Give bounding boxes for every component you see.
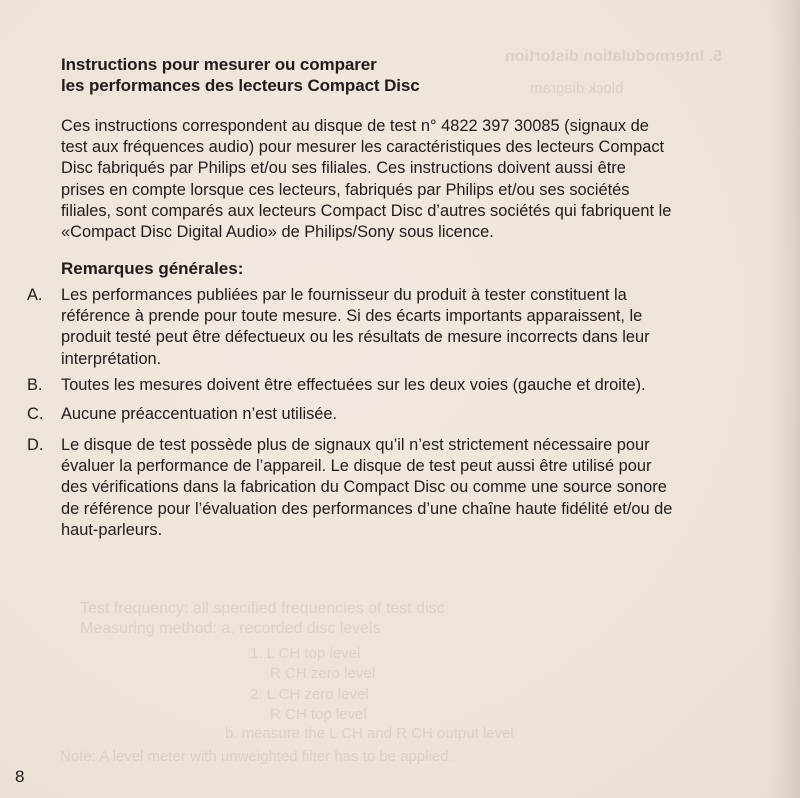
intro-line: Ces instructions correspondent au disque de test n° 4822 397 30085 (signaux de (61, 117, 649, 135)
remark-line: haut-parleurs. (61, 520, 163, 539)
remark-line: interprétation. (61, 349, 162, 368)
show-through-text: 2. L CH zero level (250, 686, 369, 703)
intro-line: test aux fréquences audio) pour mesurer les caractéristiques des lecteurs Compact (61, 138, 665, 157)
remark-line: des vérifications dans la fabrication du Compact Disc ou comme une source sonore (61, 478, 667, 497)
intro-paragraph (61, 116, 781, 243)
remark-item-d (27, 435, 787, 541)
remark-letter: B. (27, 376, 43, 394)
show-through-text: 5. Intermodulation distortion (505, 48, 722, 65)
remark-line: Le disque de test possède plus de signaux qu’il n’est strictement nécessaire pour (61, 436, 650, 454)
remarks-heading: Remarques générales: (61, 259, 244, 278)
page-title (61, 54, 420, 96)
show-through-text: Measuring method: a. recorded disc levels (80, 620, 381, 637)
remark-line: évaluer la performance de l’appareil. Le disque de test peut aussi être utilisé pour (61, 457, 652, 476)
remark-line: Toutes les mesures doivent être effectuées sur les deux voies (gauche et droite). (61, 376, 646, 394)
remark-line: Aucune préaccentuation n’est utilisée. (61, 405, 338, 423)
remark-item-a (27, 285, 787, 370)
intro-line: filiales, sont comparés aux lecteurs Compact Disc d’autres sociétés qui fabriquent le (61, 201, 672, 220)
title-line: Instructions pour mesurer ou comparer (61, 55, 377, 74)
remark-letter: D. (27, 436, 44, 454)
show-through-text: b. measure the L CH and R CH output level (225, 725, 514, 742)
remark-body (61, 435, 787, 541)
intro-line: prises en compte lorsque ces lecteurs, fabriqués par Philips et/ou ses sociétés (61, 180, 630, 199)
show-through-text: block diagram (530, 80, 624, 97)
show-through-text: R CH top level (270, 706, 367, 723)
show-through-text: 1. L CH top level (250, 645, 361, 662)
show-through-text: R CH zero level (270, 665, 376, 682)
remark-letter: A. (27, 286, 43, 304)
remark-body (61, 285, 787, 370)
title-line: les performances des lecteurs Compact Disc (61, 76, 420, 95)
remark-item-c (27, 404, 787, 425)
remark-body (61, 404, 787, 425)
remark-item-b (27, 375, 787, 396)
remark-letter: C. (27, 405, 44, 423)
show-through-text: Note: A level meter with unweighted filter has to be applied. (60, 748, 453, 765)
page-number: 8 (15, 767, 25, 786)
remark-line: produit testé peut être défectueux ou les résultats de mesure incorrects dans leur (61, 328, 650, 347)
remark-body (61, 375, 787, 396)
intro-line: Disc fabriqués par Philips et/ou ses filiales. Ces instructions doivent aussi être (61, 159, 626, 178)
intro-line: «Compact Disc Digital Audio» de Philips/Sony sous licence. (61, 223, 494, 242)
remark-line: de référence pour l’évaluation des performances d’une chaîne haute fidélité et/ou de (61, 499, 673, 518)
remark-line: Les performances publiées par le fournisseur du produit à tester constituent la (61, 286, 627, 304)
show-through-text: Test frequency: all specified frequencies of test disc (80, 600, 445, 617)
remark-line: référence à prende pour toute mesure. Si des écarts importants apparaissent, le (61, 307, 643, 326)
